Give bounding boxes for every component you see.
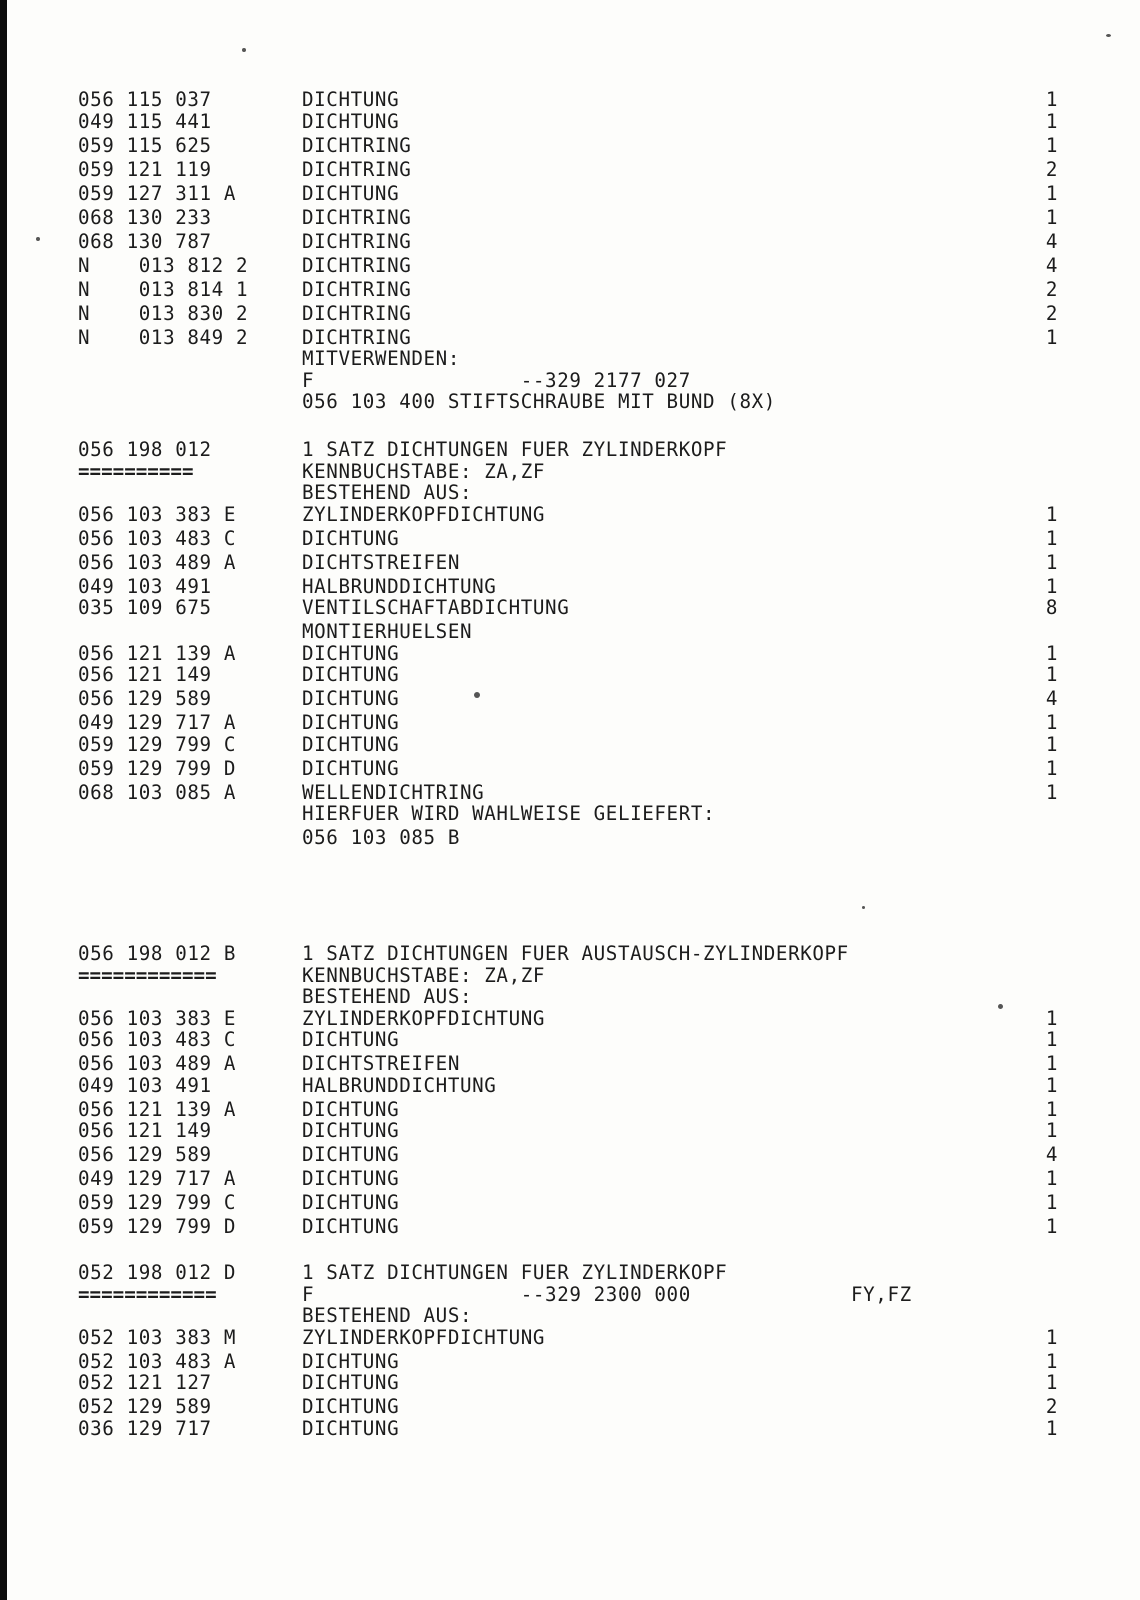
quantity: 8 xyxy=(1045,596,1058,619)
table-row xyxy=(78,1167,1058,1191)
note-line xyxy=(78,802,1058,826)
part-number: 056 129 589 xyxy=(78,687,212,710)
part-description: DICHTUNG xyxy=(302,1416,400,1440)
table-row xyxy=(78,620,1058,642)
part-number: 052 129 589 xyxy=(78,1395,212,1418)
set-part-number: 052 198 012 D xyxy=(78,1261,236,1284)
part-number: N 013 812 2 xyxy=(78,253,249,277)
part-description: DICHTRING xyxy=(302,229,412,253)
quantity: 1 xyxy=(1045,780,1058,804)
table-row xyxy=(78,711,1058,733)
consists-label: BESTEHEND AUS: xyxy=(302,481,473,504)
table-row xyxy=(78,1350,1058,1372)
part-description: DICHTUNG xyxy=(302,109,400,133)
quantity: 1 xyxy=(1045,641,1058,665)
part-number: 056 103 483 C xyxy=(78,1028,236,1051)
quantity: 1 xyxy=(1045,711,1058,734)
quantity: 1 xyxy=(1045,732,1058,756)
scan-speck xyxy=(862,906,865,909)
quantity: 1 xyxy=(1045,181,1058,205)
part-description: ZYLINDERKOPFDICHTUNG xyxy=(302,1006,546,1030)
scan-edge xyxy=(0,0,7,1600)
part-description: DICHTSTREIFEN xyxy=(302,1052,460,1075)
quantity: 1 xyxy=(1045,1006,1058,1030)
table-row xyxy=(78,278,1058,302)
part-description: DICHTUNG xyxy=(302,1371,400,1394)
part-description: ZYLINDERKOPFDICHTUNG xyxy=(302,1325,546,1349)
part-description: DICHTUNG xyxy=(302,1395,400,1418)
note-line xyxy=(78,826,1058,850)
section-gasket-set-austausch xyxy=(78,942,1058,1239)
quantity: 1 xyxy=(1045,1028,1058,1051)
table-row xyxy=(78,687,1058,711)
set-title: 1 SATZ DICHTUNGEN FUER AUSTAUSCH-ZYLINDERKOPF xyxy=(302,942,849,965)
part-number: 056 121 139 A xyxy=(78,641,236,665)
part-description: DICHTUNG xyxy=(302,732,400,756)
quantity: 1 xyxy=(1045,1191,1058,1214)
quantity: 2 xyxy=(1045,301,1058,325)
parts-list xyxy=(78,88,1058,1441)
part-description: DICHTUNG xyxy=(302,641,400,665)
part-number: 056 129 589 xyxy=(78,1143,212,1166)
part-number: 056 103 483 C xyxy=(78,526,236,550)
quantity: 1 xyxy=(1045,574,1058,598)
set-code-row xyxy=(78,1283,1058,1305)
part-number: 049 129 717 A xyxy=(78,711,236,734)
table-row xyxy=(78,642,1058,664)
table-row xyxy=(78,1143,1058,1167)
quantity: 1 xyxy=(1045,1119,1058,1142)
part-number: 059 129 799 C xyxy=(78,1191,236,1214)
note-line xyxy=(78,369,1058,391)
part-number: 036 129 717 xyxy=(78,1416,212,1440)
part-description: DICHTUNG xyxy=(302,1028,400,1051)
part-description: DICHTRING xyxy=(302,301,412,325)
quantity: 1 xyxy=(1045,1349,1058,1373)
scan-speck xyxy=(1106,34,1111,37)
set-header-row xyxy=(78,942,1058,964)
quantity: 1 xyxy=(1045,1167,1058,1190)
table-row xyxy=(78,527,1058,551)
part-number: 059 129 799 C xyxy=(78,732,236,756)
quantity: 1 xyxy=(1045,756,1058,780)
quantity: 1 xyxy=(1045,109,1058,133)
part-description: DICHTUNG xyxy=(302,1119,400,1142)
note-line xyxy=(78,390,1058,414)
part-number: N 013 830 2 xyxy=(78,301,249,325)
part-description: DICHTUNG xyxy=(302,663,400,686)
quantity: 1 xyxy=(1045,502,1058,526)
part-description: DICHTSTREIFEN xyxy=(302,550,460,574)
table-row xyxy=(78,596,1058,620)
table-row xyxy=(78,1371,1058,1395)
part-description: ZYLINDERKOPFDICHTUNG xyxy=(302,502,546,526)
quantity: 4 xyxy=(1045,1143,1058,1166)
part-number: 056 103 383 E xyxy=(78,1006,236,1030)
table-row xyxy=(78,1007,1058,1029)
table-row xyxy=(78,206,1058,230)
part-number: 035 109 675 xyxy=(78,596,212,619)
underline-marker: ============ xyxy=(78,963,217,987)
consists-row xyxy=(78,481,1058,503)
part-number: 059 115 625 xyxy=(78,133,212,157)
scan-speck xyxy=(242,48,246,52)
quantity: 4 xyxy=(1045,229,1058,253)
quantity: 1 xyxy=(1045,1073,1058,1097)
part-number: 059 127 311 A xyxy=(78,181,236,205)
consists-label: BESTEHEND AUS: xyxy=(302,1304,473,1327)
part-description: DICHTUNG xyxy=(302,1143,400,1166)
set-variant-code: FY,FZ xyxy=(851,1282,912,1306)
quantity: 1 xyxy=(1045,663,1058,686)
part-number: 056 103 489 A xyxy=(78,550,236,574)
set-title: 1 SATZ DICHTUNGEN FUER ZYLINDERKOPF xyxy=(302,438,728,461)
table-row xyxy=(78,88,1058,110)
part-description: DICHTUNG xyxy=(302,88,400,111)
quantity: 1 xyxy=(1045,1215,1058,1238)
part-description: DICHTRING xyxy=(302,253,412,277)
table-row xyxy=(78,1028,1058,1052)
part-description: DICHTRING xyxy=(302,325,412,349)
scan-speck xyxy=(998,1004,1003,1009)
underline-marker: ========== xyxy=(78,459,194,483)
quantity: 2 xyxy=(1045,277,1058,301)
note-text: 056 103 085 B xyxy=(302,826,460,849)
set-part-number: 056 198 012 B xyxy=(78,942,236,965)
part-number: 049 103 491 xyxy=(78,574,212,598)
table-row xyxy=(78,254,1058,278)
set-code: F --329 2300 000 xyxy=(302,1282,691,1306)
table-row xyxy=(78,733,1058,757)
quantity: 1 xyxy=(1045,88,1058,111)
quantity: 1 xyxy=(1045,325,1058,349)
table-row xyxy=(78,1052,1058,1074)
part-description: DICHTUNG xyxy=(302,1349,400,1373)
consists-row xyxy=(78,1304,1058,1326)
quantity: 4 xyxy=(1045,253,1058,277)
set-header-row xyxy=(78,438,1058,460)
part-number: 059 121 119 xyxy=(78,157,212,181)
set-code: KENNBUCHSTABE: ZA,ZF xyxy=(302,963,546,987)
table-row xyxy=(78,663,1058,687)
part-number: 056 121 149 xyxy=(78,663,212,686)
part-description: DICHTUNG xyxy=(302,711,400,734)
part-number: N 013 814 1 xyxy=(78,277,249,301)
quantity: 1 xyxy=(1045,133,1058,157)
table-row xyxy=(78,1215,1058,1239)
part-description: DICHTUNG xyxy=(302,1215,400,1238)
quantity: 1 xyxy=(1045,205,1058,229)
part-description: DICHTRING xyxy=(302,133,412,157)
note-text: MITVERWENDEN: xyxy=(302,347,460,370)
part-description: HALBRUNDDICHTUNG xyxy=(302,574,497,598)
part-description: DICHTUNG xyxy=(302,1167,400,1190)
part-number: 049 129 717 A xyxy=(78,1167,236,1190)
table-row xyxy=(78,1074,1058,1098)
part-number: 056 103 489 A xyxy=(78,1052,236,1075)
part-description: DICHTRING xyxy=(302,157,412,181)
table-row xyxy=(78,503,1058,527)
scan-speck xyxy=(474,692,480,698)
spacer xyxy=(78,850,1058,942)
section-loose-parts xyxy=(78,88,1058,414)
table-row xyxy=(78,1417,1058,1441)
set-code-row xyxy=(78,460,1058,482)
table-row xyxy=(78,575,1058,597)
section-gasket-set-zylinderkopf xyxy=(78,438,1058,850)
quantity: 1 xyxy=(1045,1416,1058,1440)
part-description: DICHTUNG xyxy=(302,1191,400,1214)
quantity: 1 xyxy=(1045,1325,1058,1349)
part-number: 059 129 799 D xyxy=(78,1215,236,1238)
part-description: DICHTRING xyxy=(302,205,412,229)
table-row xyxy=(78,757,1058,781)
table-row xyxy=(78,1326,1058,1350)
part-number: 049 103 491 xyxy=(78,1073,212,1097)
note-text: 056 103 400 STIFTSCHRAUBE MIT BUND (8X) xyxy=(302,390,776,413)
set-code-row xyxy=(78,964,1058,986)
part-number: 068 130 233 xyxy=(78,205,212,229)
quantity: 1 xyxy=(1045,1052,1058,1075)
part-description: VENTILSCHAFTABDICHTUNG xyxy=(302,596,570,619)
scan-speck xyxy=(36,237,40,241)
part-number: 049 115 441 xyxy=(78,109,212,133)
table-row xyxy=(78,158,1058,182)
table-row xyxy=(78,182,1058,206)
section-gasket-set-052 xyxy=(78,1261,1058,1441)
part-number: 056 121 149 xyxy=(78,1119,212,1142)
part-description: DICHTRING xyxy=(302,277,412,301)
part-number: 056 121 139 A xyxy=(78,1097,236,1121)
part-description: DICHTUNG xyxy=(302,1097,400,1121)
quantity: 1 xyxy=(1045,1371,1058,1394)
table-row xyxy=(78,1191,1058,1215)
spacer xyxy=(78,414,1058,438)
part-number: 052 103 483 A xyxy=(78,1349,236,1373)
part-number: 052 121 127 xyxy=(78,1371,212,1394)
table-row xyxy=(78,1119,1058,1143)
set-part-number: 056 198 012 xyxy=(78,438,212,461)
consists-label: BESTEHEND AUS: xyxy=(302,985,473,1008)
part-number: 056 103 383 E xyxy=(78,502,236,526)
quantity: 1 xyxy=(1045,526,1058,550)
part-description: DICHTUNG xyxy=(302,687,400,710)
part-description: DICHTUNG xyxy=(302,526,400,550)
table-row xyxy=(78,1098,1058,1120)
quantity: 4 xyxy=(1045,687,1058,710)
note-text: F --329 2177 027 xyxy=(302,368,691,392)
part-description: DICHTUNG xyxy=(302,181,400,205)
table-row xyxy=(78,551,1058,575)
table-row xyxy=(78,781,1058,803)
set-header-row xyxy=(78,1261,1058,1283)
quantity: 1 xyxy=(1045,550,1058,574)
consists-row xyxy=(78,985,1058,1007)
part-number: 056 115 037 xyxy=(78,88,212,111)
part-description: HALBRUNDDICHTUNG xyxy=(302,1073,497,1097)
set-code: KENNBUCHSTABE: ZA,ZF xyxy=(302,459,546,483)
part-number: 068 103 085 A xyxy=(78,780,236,804)
table-row xyxy=(78,134,1058,158)
part-number: 052 103 383 M xyxy=(78,1325,236,1349)
table-row xyxy=(78,110,1058,134)
part-description: MONTIERHUELSEN xyxy=(302,620,473,643)
note-line xyxy=(78,347,1058,369)
part-number: 059 129 799 D xyxy=(78,756,236,780)
part-description: DICHTUNG xyxy=(302,756,400,780)
quantity: 1 xyxy=(1045,1097,1058,1121)
part-number: N 013 849 2 xyxy=(78,325,249,349)
part-description: WELLENDICHTRING xyxy=(302,780,485,804)
part-number: 068 130 787 xyxy=(78,229,212,253)
table-row xyxy=(78,1395,1058,1417)
table-row xyxy=(78,230,1058,254)
underline-marker: ============ xyxy=(78,1282,217,1306)
spacer xyxy=(78,1239,1058,1261)
set-title: 1 SATZ DICHTUNGEN FUER ZYLINDERKOPF xyxy=(302,1261,728,1284)
note-text: HIERFUER WIRD WAHLWEISE GELIEFERT: xyxy=(302,802,716,825)
quantity: 2 xyxy=(1045,1395,1058,1418)
table-row xyxy=(78,302,1058,326)
table-row xyxy=(78,326,1058,348)
quantity: 2 xyxy=(1045,157,1058,181)
